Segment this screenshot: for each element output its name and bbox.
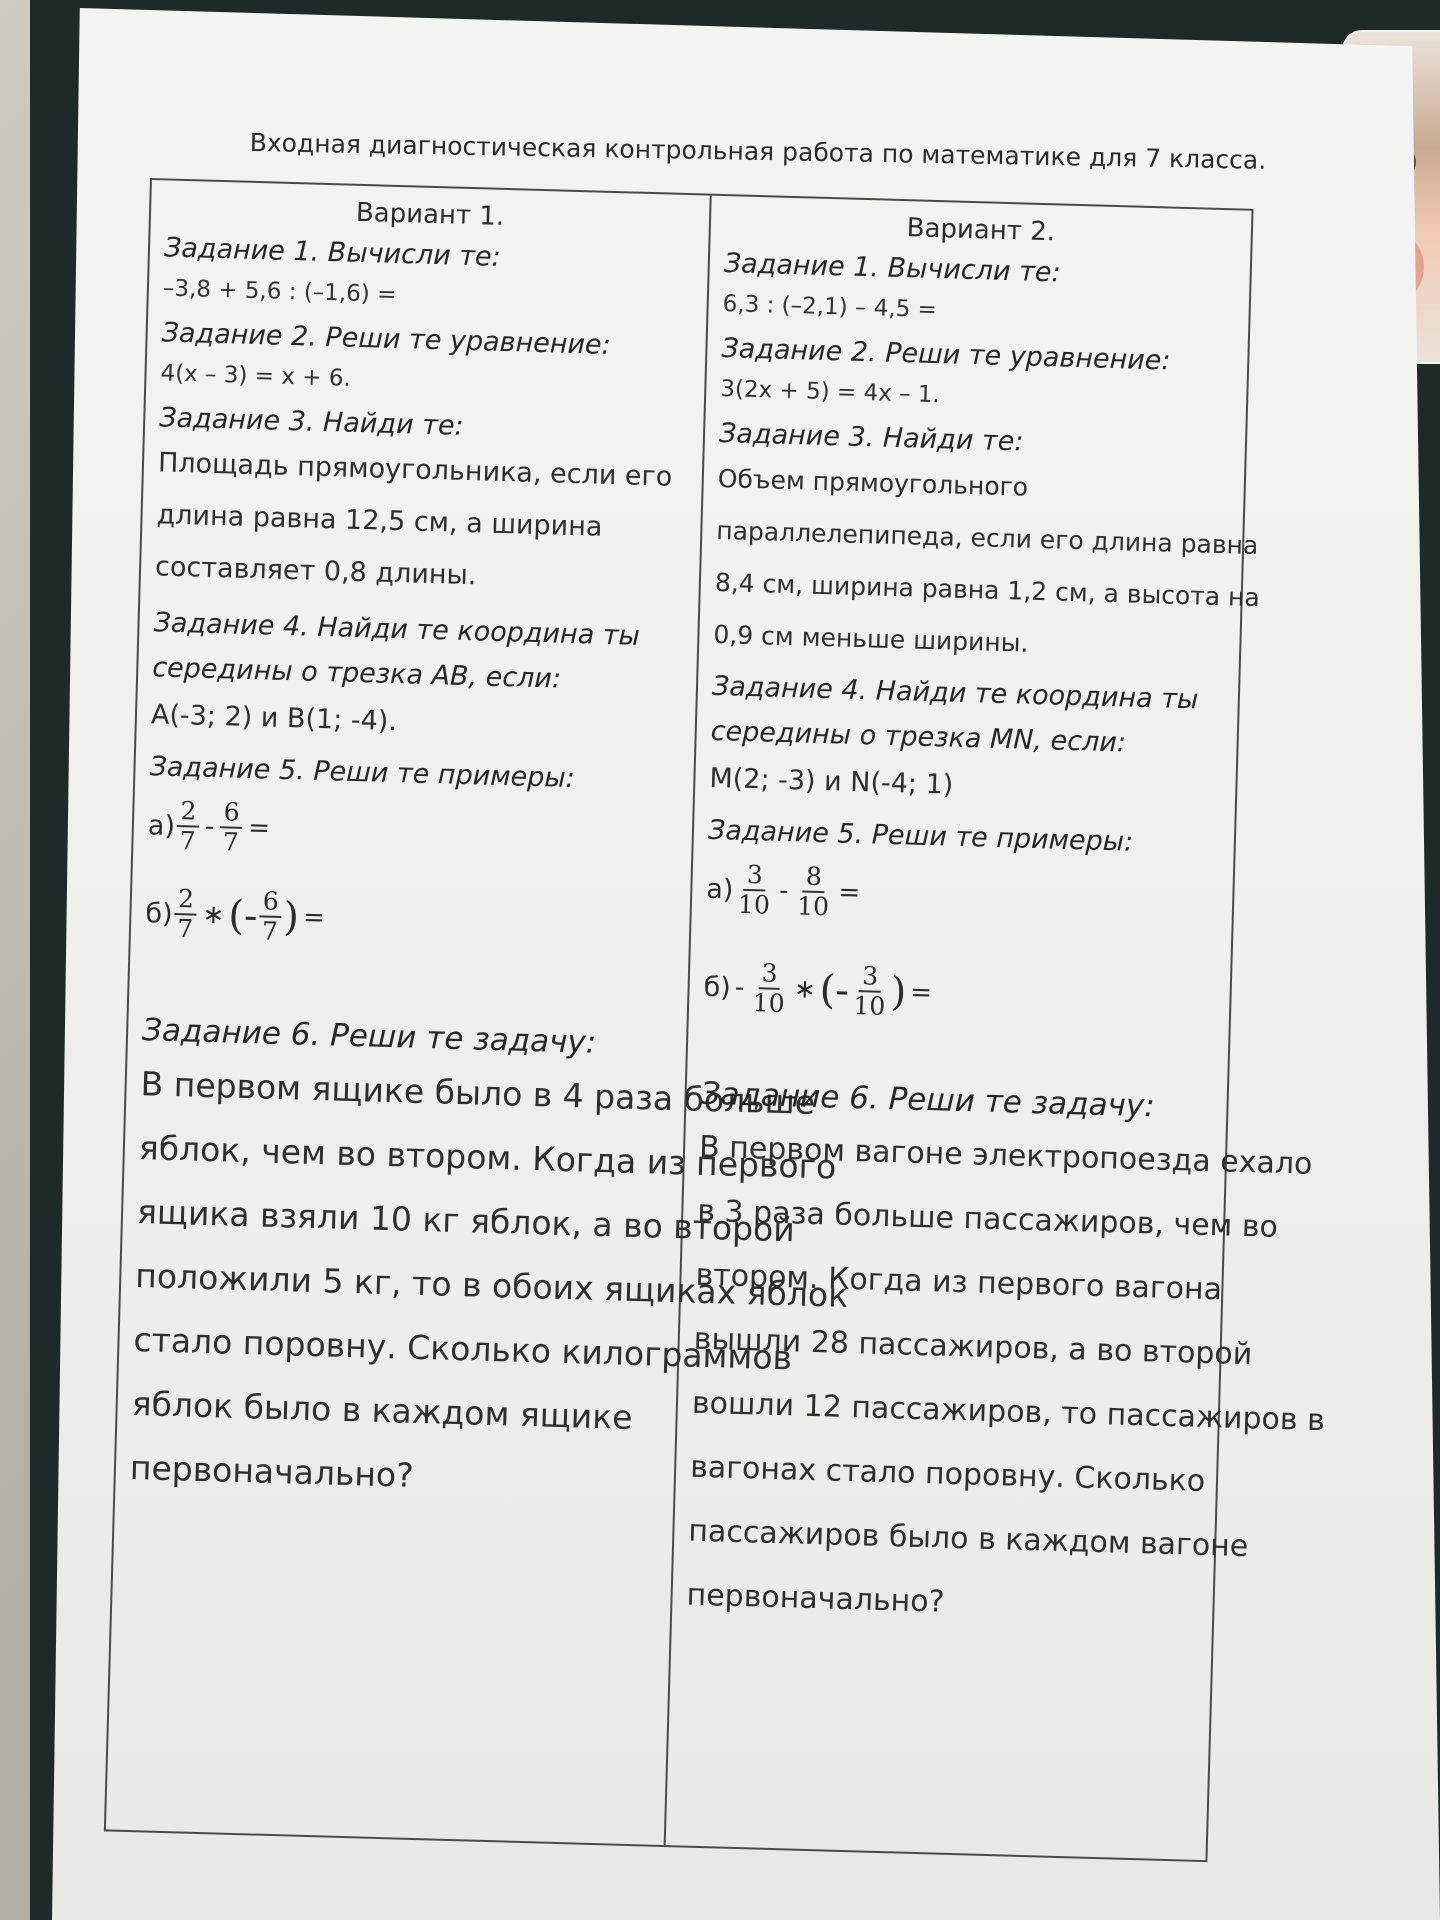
- task-5-b-label: б): [703, 971, 732, 1004]
- task-4-heading: Задание 4. Найди те координа ты: [711, 670, 1199, 716]
- task-3-line: длина равна 12,5 см, а ширина: [156, 499, 603, 543]
- fraction: $\frac{3}{10}$: [853, 961, 886, 1021]
- variant-heading: Вариант 1.: [355, 197, 505, 232]
- task-4-heading: Задание 4. Найди те координа ты: [153, 607, 641, 652]
- task-5-a-label: а): [705, 873, 734, 906]
- task-3-line: Объем прямоугольного: [717, 463, 1029, 502]
- equals-sign: =: [909, 977, 933, 1009]
- task-6-line: вагонах стало поровну. Сколько: [689, 1449, 1206, 1499]
- fraction: $\frac{2}{7}$: [176, 797, 200, 856]
- fraction: $\frac{6}{7}$: [219, 798, 243, 857]
- task-6-heading: Задание 6. Реши те задачу:: [141, 1012, 597, 1061]
- task-5-a: [706, 860, 1219, 932]
- operator: -: [778, 875, 790, 907]
- task-4-points: A(-3; 2) и B(1; -4).: [150, 699, 398, 738]
- task-3-line: 0,9 см меньше ширины.: [713, 619, 1029, 658]
- fraction: $\frac{8}{10}$: [796, 861, 830, 922]
- task-6-line: вышли 28 пассажиров, а во второй: [693, 1321, 1253, 1373]
- minus-sign: -: [734, 972, 745, 1003]
- task-5-b: [145, 884, 676, 957]
- task-6-line: пассажиров было в каждом вагоне: [687, 1513, 1249, 1565]
- task-3-line: параллелепипеда, если его длина равна: [715, 515, 1259, 561]
- task-6-line: в 3 раза больше пассажиров, чем во: [696, 1193, 1279, 1245]
- task-6-line: первоначально?: [129, 1447, 415, 1495]
- task-5-heading: Задание 5. Реши те примеры:: [149, 751, 576, 795]
- task-3-heading: Задание 3. Найди те:: [158, 402, 465, 442]
- task-2-equation: 4(x – 3) = x + 6.: [160, 360, 352, 392]
- variant-2-column: [666, 196, 1326, 1860]
- task-6-heading: Задание 6. Реши те задачу:: [700, 1075, 1156, 1125]
- task-2-equation: 3(2x + 5) = 4x – 1.: [719, 376, 941, 409]
- task-6-line: В первом вагоне электропоезда ехало: [698, 1129, 1313, 1182]
- multiply-sign: ∗: [202, 899, 225, 931]
- close-paren: ): [282, 894, 300, 941]
- variants-table: [104, 178, 1326, 1862]
- equals-sign: =: [247, 813, 271, 844]
- operator: -: [204, 811, 215, 843]
- task-6-line: вошли 12 пассажиров, то пассажиров в: [691, 1385, 1326, 1439]
- task-3-line: Площадь прямоугольника, если его: [157, 447, 673, 493]
- fraction: $\frac{6}{7}$: [259, 887, 283, 946]
- task-2-heading: Задание 2. Реши те уравнение:: [721, 333, 1171, 377]
- task-4-heading-cont: середины о трезка MN, если:: [710, 715, 1127, 759]
- task-6-line: втором. Когда из первого вагона: [695, 1257, 1223, 1308]
- task-6-line: ящика взяли 10 кг яблок, а во второй: [136, 1192, 796, 1250]
- task-6-line: стало поровну. Сколько килограммов: [133, 1320, 793, 1378]
- task-1-heading: Задание 1. Вычисли те:: [163, 232, 502, 273]
- multiply-sign: ∗: [793, 974, 817, 1005]
- task-2-heading: Задание 2. Реши те уравнение:: [161, 317, 612, 361]
- task-3-heading: Задание 3. Найди те:: [718, 417, 1024, 458]
- page-title: Входная диагностическая контрольная работа по математике для 7 класса.: [249, 128, 1267, 175]
- task-1-expression: –3,8 + 5,6 : (–1,6) =: [162, 275, 397, 308]
- task-4-points: M(2; -3) и N(-4; 1): [709, 762, 954, 801]
- fraction: $\frac{2}{7}$: [174, 885, 198, 944]
- task-3-line: составляет 0,8 длины.: [154, 551, 477, 592]
- task-5-a: [147, 796, 678, 869]
- task-5-b-label: б): [145, 897, 174, 930]
- task-6-line: первоначально?: [686, 1577, 946, 1620]
- task-1-heading: Задание 1. Вычисли те:: [723, 248, 1061, 289]
- task-5-heading: Задание 5. Реши те примеры:: [707, 814, 1134, 858]
- variant-heading: Вариант 2.: [906, 213, 1056, 248]
- open-paren: (-: [227, 892, 259, 940]
- task-3-line: 8,4 см, ширина равна 1,2 см, а высота на: [714, 567, 1261, 613]
- open-paren: (-: [819, 967, 850, 1014]
- task-6-line: В первом ящике было в 4 раза больше: [140, 1064, 816, 1122]
- task-1-expression: 6,3 : (–2,1) – 4,5 =: [722, 291, 938, 324]
- close-paren: ): [890, 969, 907, 1016]
- task-4-heading-cont: середины о трезка AB, если:: [151, 652, 562, 695]
- fraction: $\frac{3}{10}$: [752, 958, 785, 1019]
- equals-sign: =: [302, 902, 326, 934]
- fraction: $\frac{3}{10}$: [737, 859, 771, 920]
- task-5-a-label: а): [147, 809, 176, 842]
- equals-sign: =: [838, 877, 861, 909]
- task-6-line: яблок было в каждом ящике: [131, 1383, 634, 1437]
- task-5-b: [703, 958, 1216, 1030]
- task-6-line: яблок, чем во втором. Когда из первого: [138, 1128, 837, 1187]
- task-6-line: положили 5 кг, то в обоих ящиках яблок: [134, 1256, 849, 1315]
